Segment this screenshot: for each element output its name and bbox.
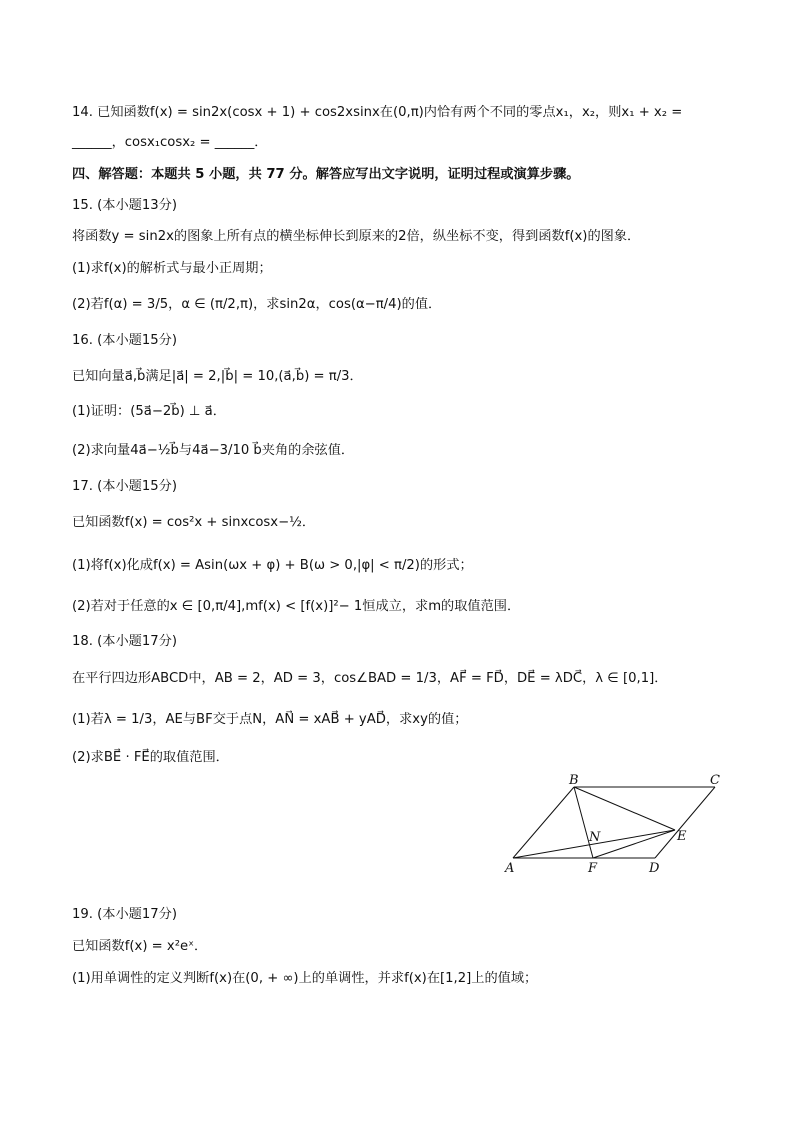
label-b: B xyxy=(569,773,579,788)
edge-cd xyxy=(655,787,715,858)
q17-part2: (2)若对于任意的x ∈ [0,π/4],mf(x) < [f(x)]²− 1恒成立，求m的取值范围． xyxy=(72,599,521,614)
q16-stem: 已知向量a⃗,b⃗满足|a⃗| = 2,|b⃗| = 10,(a⃗,b⃗) = π/3． xyxy=(72,369,363,384)
q14-line2: ______，cosx₁cosx₂ = ______． xyxy=(72,135,268,150)
q19-part1: (1)用单调性的定义判断f(x)在(0, + ∞)上的单调性，并求f(x)在[1,2]上的值域； xyxy=(72,971,538,986)
q16-part2: (2)求向量4a⃗−½b⃗与4a⃗−3/10 b⃗夹角的余弦值． xyxy=(72,443,355,458)
q15-header: 15. (本小题13分) xyxy=(72,198,177,213)
q14-line1: 14. 已知函数f(x) = sin2x(cosx + 1) + cos2xsinx在(0,π)内恰有两个不同的零点x₁，x₂，则x₁ + x₂ = xyxy=(72,105,683,120)
label-e: E xyxy=(677,829,687,844)
q15-part2: (2)若f(α) = 3/5，α ∈ (π/2,π)，求sin2α，cos(α−π/4)的值． xyxy=(72,297,442,312)
segment-fe xyxy=(593,830,675,858)
q19-stem: 已知函数f(x) = x²eˣ． xyxy=(72,939,208,954)
q15-part1: (1)求f(x)的解析式与最小正周期； xyxy=(72,261,272,276)
label-d: D xyxy=(649,861,660,876)
segment-be xyxy=(574,787,675,830)
section-heading: 四、解答题：本题共 5 小题，共 77 分。解答应写出文字说明，证明过程或演算步骤。 xyxy=(72,167,580,182)
label-a: A xyxy=(505,861,515,876)
q18-stem: 在平行四边形ABCD中，AB = 2，AD = 3，cos∠BAD = 1/3，AF⃗ = FD⃗，DE⃗ = λDC⃗，λ ∈ [0,1]． xyxy=(72,671,668,686)
q18-part2: (2)求BE⃗ · FE⃗的取值范围． xyxy=(72,750,229,765)
q18-header: 18. (本小题17分) xyxy=(72,634,177,649)
label-n: N xyxy=(589,830,601,845)
q16-header: 16. (本小题15分) xyxy=(72,333,177,348)
q17-part1: (1)将f(x)化成f(x) = Asin(ωx + φ) + B(ω > 0,|φ| < π/2)的形式； xyxy=(72,558,473,573)
q17-header: 17. (本小题15分) xyxy=(72,479,177,494)
q17-stem: 已知函数f(x) = cos²x + sinxcosx−½． xyxy=(72,515,316,530)
q19-header: 19. (本小题17分) xyxy=(72,907,177,922)
edge-ab xyxy=(513,787,574,858)
label-c: C xyxy=(710,773,720,788)
parallelogram-figure xyxy=(500,768,730,878)
q16-part1: (1)证明：(5a⃗−2b⃗) ⊥ a⃗． xyxy=(72,404,226,419)
q18-part1: (1)若λ = 1/3，AE与BF交于点N，AN⃗ = xAB⃗ + yAD⃗，求xy的值； xyxy=(72,712,468,727)
label-f: F xyxy=(588,861,598,876)
q15-stem: 将函数y = sin2x的图象上所有点的横坐标伸长到原来的2倍，纵坐标不变，得到函数f(x)的图象． xyxy=(72,229,641,244)
